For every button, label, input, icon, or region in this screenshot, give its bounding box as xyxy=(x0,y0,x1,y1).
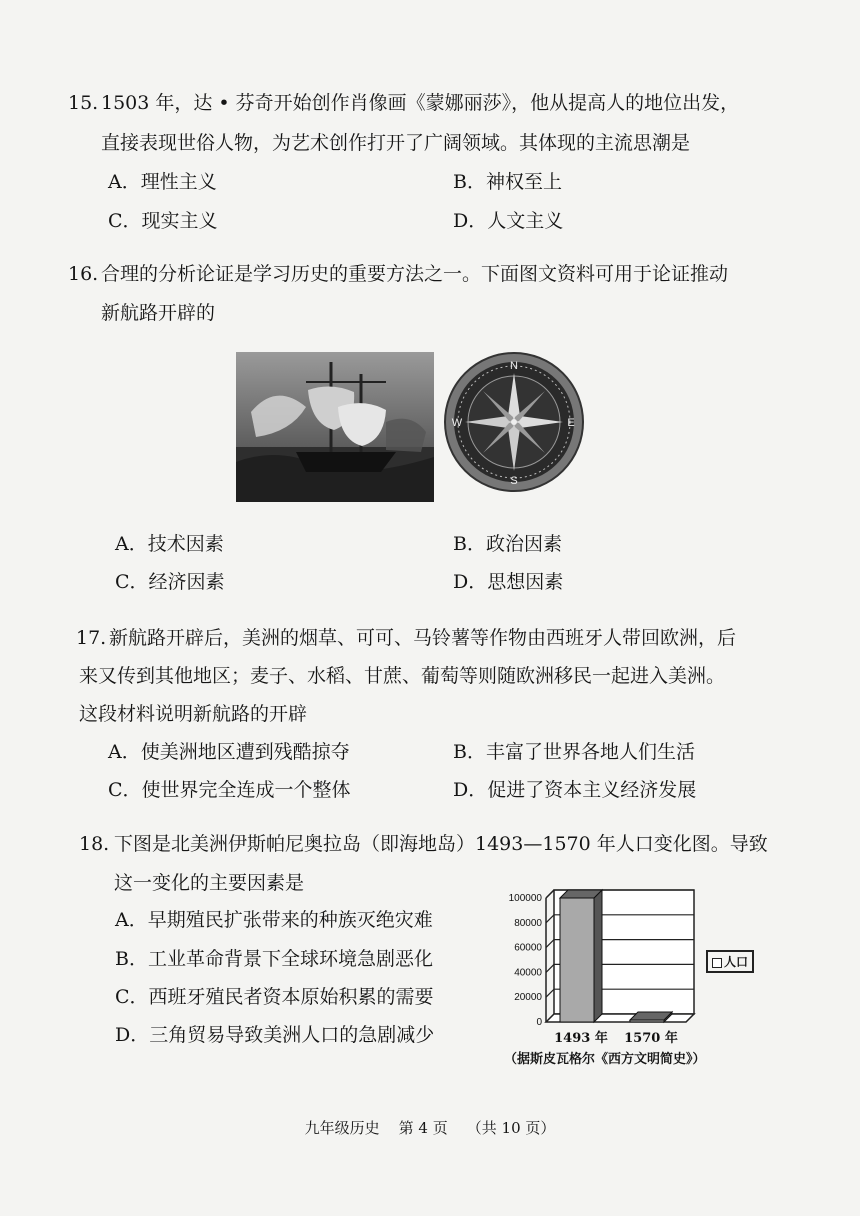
question-stem-line: 1503 年，达 • 芬奇开始创作肖像画《蒙娜丽莎》，他从提高人的地位出发， xyxy=(101,92,740,114)
compass-north-label: N xyxy=(510,360,518,372)
option-c[interactable]: C．现实主义 xyxy=(108,210,218,232)
chart-x-tick-label: 1570 年 xyxy=(624,1031,678,1046)
option-a[interactable]: A．理性主义 xyxy=(108,171,217,193)
sailing-ship-image xyxy=(236,352,434,502)
question-number: 16. xyxy=(68,263,99,285)
chart-source: （据斯皮瓦格尔《西方文明简史》） xyxy=(504,1052,706,1067)
question-stem-line: 合理的分析论证是学习历史的重要方法之一。下面图文资料可用于论证推动 xyxy=(101,263,729,285)
question-number: 15. xyxy=(68,92,99,114)
question-number: 18. xyxy=(79,833,110,855)
option-c[interactable]: C．经济因素 xyxy=(115,571,225,593)
option-d[interactable]: D．促进了资本主义经济发展 xyxy=(453,779,697,801)
question-stem-line: 直接表现世俗人物，为艺术创作打开了广阔领域。其体现的主流思潮是 xyxy=(101,132,691,154)
option-d[interactable]: D．思想因素 xyxy=(453,571,564,593)
page-footer: 九年级历史 第 4 页 （共 10 页） xyxy=(304,1119,556,1137)
option-b[interactable]: B．丰富了世界各地人们生活 xyxy=(453,741,695,763)
chart-y-tick-label: 60000 xyxy=(514,942,542,954)
option-d[interactable]: D．人文主义 xyxy=(453,210,564,232)
question-stem-line: 这段材料说明新航路的开辟 xyxy=(79,703,308,725)
question-stem-line: 下图是北美洲伊斯帕尼奥拉岛（即海地岛）1493—1570 年人口变化图。导致 xyxy=(114,833,768,855)
chart-legend xyxy=(706,950,754,973)
chart-y-tick-label: 20000 xyxy=(514,992,542,1004)
chart-bar-top xyxy=(560,890,602,898)
chart-bar xyxy=(630,1020,664,1022)
chart-y-tick-label: 0 xyxy=(536,1017,542,1028)
chart-bar xyxy=(560,898,594,1022)
chart-bar-side xyxy=(594,890,602,1022)
chart-y-tick-label: 80000 xyxy=(514,917,542,929)
population-chart-svg xyxy=(490,884,700,1049)
option-d[interactable]: D．三角贸易导致美洲人口的急剧减少 xyxy=(115,1024,435,1046)
question-stem-line: 新航路开辟的 xyxy=(101,302,216,324)
question-stem-line: 新航路开辟后，美洲的烟草、可可、马铃薯等作物由西班牙人带回欧洲，后 xyxy=(109,627,737,649)
option-a[interactable]: A．技术因素 xyxy=(115,533,224,555)
option-a[interactable]: A．早期殖民扩张带来的种族灭绝灾难 xyxy=(115,909,433,931)
question-stem-line: 来又传到其他地区；麦子、水稻、甘蔗、葡萄等则随欧洲移民一起进入美洲。 xyxy=(79,665,726,687)
chart-x-tick-label: 1493 年 xyxy=(554,1031,608,1046)
legend-series-label: 人口 xyxy=(724,955,749,969)
compass-image xyxy=(443,351,585,493)
option-c[interactable]: C．西班牙殖民者资本原始积累的需要 xyxy=(115,986,434,1008)
question-stem-line: 这一变化的主要因素是 xyxy=(114,872,305,894)
option-b[interactable]: B．工业革命背景下全球环境急剧恶化 xyxy=(115,948,433,970)
chart-bar-top xyxy=(630,1012,672,1020)
option-b[interactable]: B．神权至上 xyxy=(453,171,562,193)
population-chart xyxy=(490,884,760,1069)
compass-east-label: E xyxy=(567,417,575,429)
chart-y-tick-label: 100000 xyxy=(508,893,542,904)
legend-swatch xyxy=(712,958,722,968)
option-c[interactable]: C．使世界完全连成一个整体 xyxy=(108,779,351,801)
compass-south-label: S xyxy=(510,475,518,487)
chart-y-tick-label: 40000 xyxy=(514,967,542,979)
question-number: 17. xyxy=(76,627,107,649)
compass-west-label: W xyxy=(451,417,463,429)
option-a[interactable]: A．使美洲地区遭到残酷掠夺 xyxy=(108,741,350,763)
option-b[interactable]: B．政治因素 xyxy=(453,533,562,555)
